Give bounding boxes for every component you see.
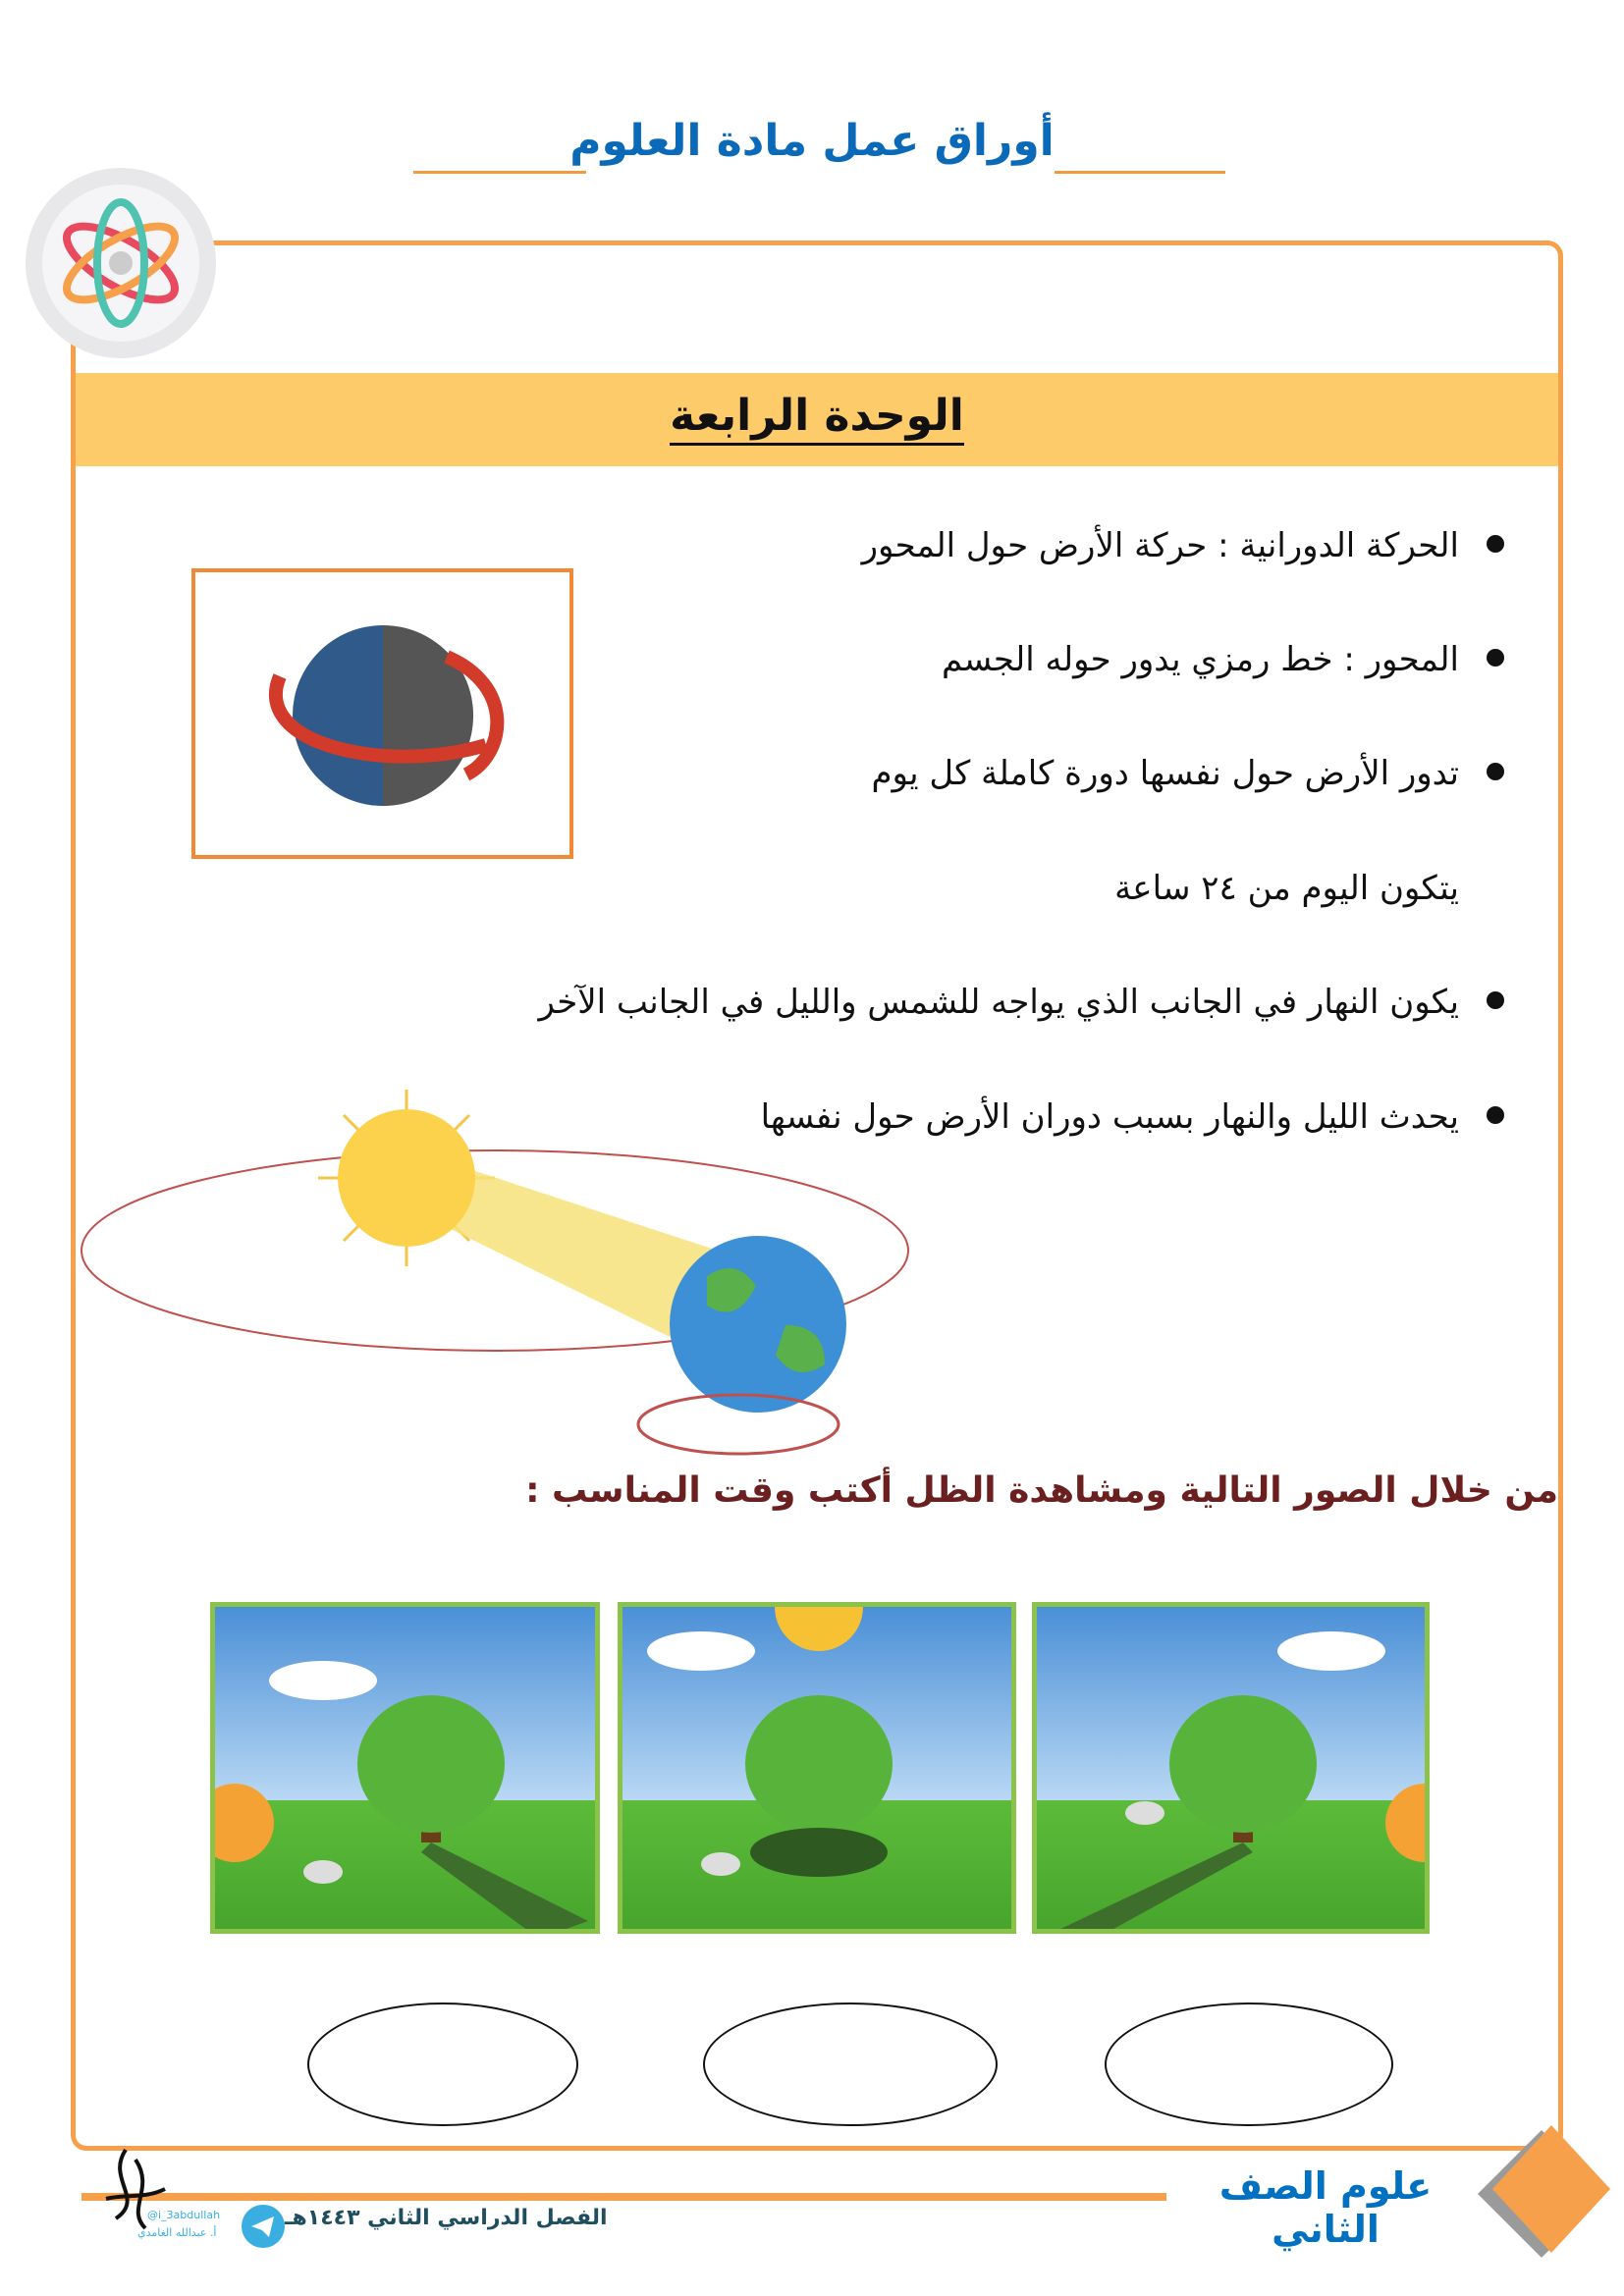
bullet-icon: [1487, 991, 1504, 1009]
telegram-icon: [241, 2204, 286, 2249]
unit-title: الوحدة الرابعة: [670, 391, 964, 446]
shadow-scene-3: [1032, 1602, 1430, 1934]
footer-grade: علوم الصف الثاني: [1218, 2164, 1433, 2251]
point-text: تدور الأرض حول نفسها دورة كاملة كل يوم: [871, 754, 1459, 793]
activity-instruction: من خلال الصور التالية ومشاهدة الظل أكتب وقت المناسب :: [525, 1470, 1558, 1511]
bullet-icon: [1487, 535, 1504, 553]
diamond-decoration-icon: [1473, 2120, 1620, 2268]
answer-oval-2[interactable]: [703, 2002, 998, 2126]
shadow-scene-2: [618, 1602, 1016, 1934]
footer-author: أ. عبدالله الغامدي: [137, 2226, 217, 2239]
bullet-icon: [1487, 763, 1504, 780]
point-text: المحور : خط رمزي يدور حوله الجسم: [941, 640, 1459, 679]
answer-oval-3[interactable]: [1105, 2002, 1393, 2126]
point-text: يتكون اليوم من ٢٤ ساعة: [1114, 869, 1459, 908]
earth-rotation-image: [191, 568, 573, 859]
title-line-right: [1055, 171, 1225, 174]
point-text: يكون النهار في الجانب الذي يواجه للشمس والليل في الجانب الآخر: [538, 983, 1459, 1022]
title-line-left: [413, 171, 586, 174]
answer-oval-1[interactable]: [307, 2002, 578, 2126]
atom-logo-icon: [24, 166, 218, 360]
bullet-icon: [1487, 649, 1504, 667]
sun-earth-orbit-diagram: [79, 1070, 923, 1463]
bullet-icon: [1487, 1106, 1504, 1124]
footer-semester: الفصل الدراسي الثاني ١٤٤٣هـ: [285, 2206, 608, 2230]
page-title: أوراق عمل مادة العلوم: [569, 116, 1055, 166]
footer-handle: @i_3abdullah: [147, 2209, 221, 2221]
footer-line: [81, 2193, 1166, 2201]
point-text: الحركة الدورانية : حركة الأرض حول المحور: [861, 526, 1459, 565]
shadow-scene-1: [210, 1602, 600, 1934]
signature-icon: [86, 2140, 175, 2238]
point-text: يحدث الليل والنهار بسبب دوران الأرض حول نفسها: [760, 1097, 1459, 1137]
